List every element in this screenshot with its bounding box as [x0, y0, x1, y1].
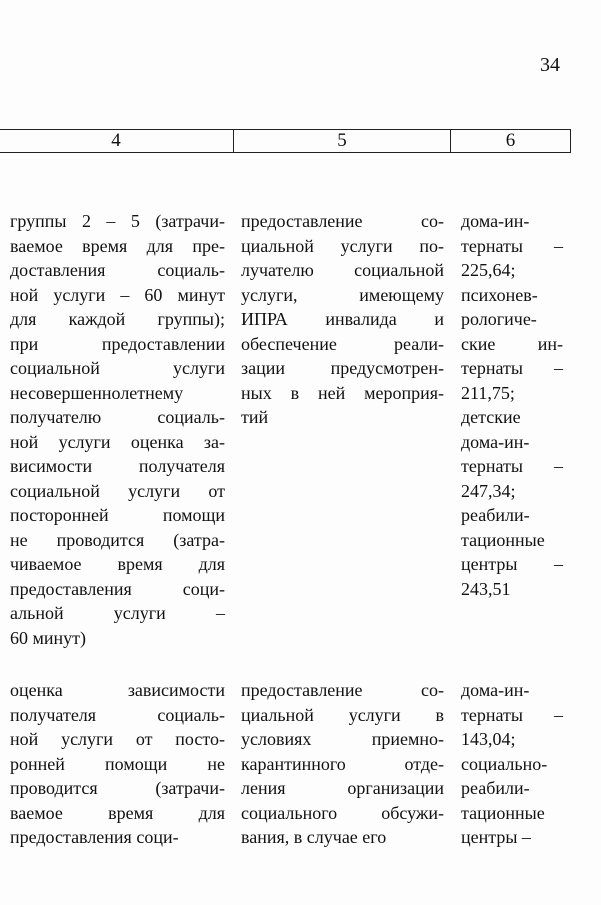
- text-line: альной услуги –: [10, 603, 225, 623]
- text-line: ИПРА инвалида и: [241, 309, 444, 329]
- row2-col6-text: [461, 678, 563, 850]
- text-line: тернаты –: [461, 704, 563, 725]
- text-line: получателя социаль-: [10, 704, 225, 725]
- text-line: ления организации: [241, 778, 444, 798]
- table-header-row: [0, 129, 571, 153]
- text-line: тернаты –: [461, 456, 563, 476]
- text-line: группы 2 – 5 (затрачи-: [10, 211, 225, 231]
- text-line: 247,34;: [461, 480, 516, 501]
- text-line: 211,75;: [461, 382, 515, 403]
- text-line: обеспечение реали-: [241, 333, 444, 354]
- text-line: дома-ин-: [461, 680, 530, 700]
- text-line: центры –: [461, 827, 531, 847]
- text-line: 243,51: [461, 578, 511, 599]
- header-cell-col5: 5: [234, 130, 451, 152]
- text-line: 143,04;: [461, 729, 516, 749]
- text-line: ваемое время для пре-: [10, 235, 225, 256]
- text-line: социальной услуги: [10, 358, 225, 378]
- text-line: посторонней помощи: [10, 505, 225, 525]
- text-line: 60 минут): [10, 627, 87, 648]
- text-line: предоставления соци-: [10, 827, 179, 847]
- text-line: зации предусмотрен-: [241, 358, 444, 378]
- header-cell-col6: 6: [505, 130, 516, 151]
- text-line: ной услуги оценка за-: [10, 431, 225, 452]
- text-line: ские ин-: [461, 333, 563, 354]
- text-line: тий: [241, 407, 269, 427]
- text-line: ных в ней мероприя-: [241, 382, 444, 403]
- text-line: вания, в случае его: [241, 827, 387, 847]
- text-line: реабили-: [461, 505, 530, 525]
- text-line: детские: [461, 407, 521, 427]
- text-line: предоставления соци-: [10, 578, 225, 599]
- text-line: ронней помощи не: [10, 753, 225, 774]
- text-line: дома-ин-: [461, 431, 530, 452]
- text-line: рологиче-: [461, 309, 537, 329]
- text-line: не проводится (затра-: [10, 529, 225, 550]
- text-line: оценка зависимости: [10, 680, 225, 700]
- row1-col5-text: [241, 209, 444, 430]
- text-line: реабили-: [461, 778, 530, 798]
- text-line: предоставление со-: [241, 211, 444, 231]
- row2-col5-text: [241, 678, 444, 850]
- text-line: 225,64;: [461, 260, 516, 280]
- text-line: социальной услуги от: [10, 480, 225, 501]
- text-line: получателю социаль-: [10, 407, 225, 427]
- text-line: циальной услуги в: [241, 704, 444, 725]
- text-line: социально-: [461, 753, 548, 774]
- text-line: ваемое время для: [10, 802, 225, 823]
- text-line: лучателю социальной: [241, 260, 444, 280]
- text-line: услуги, имеющему: [241, 284, 444, 305]
- text-line: дома-ин-: [461, 211, 530, 231]
- text-line: условиях приемно-: [241, 729, 444, 749]
- text-line: тернаты –: [461, 235, 563, 256]
- text-line: доставления социаль-: [10, 260, 225, 280]
- text-line: ной услуги от посто-: [10, 729, 225, 749]
- text-line: циальной услуги по-: [241, 235, 444, 256]
- text-line: карантинного отде-: [241, 753, 444, 774]
- text-line: проводится (затрачи-: [10, 778, 225, 798]
- text-line: психонев-: [461, 284, 538, 305]
- text-line: ной услуги – 60 минут: [10, 284, 225, 305]
- text-line: несовершеннолетнему: [10, 382, 184, 403]
- text-line: центры –: [461, 554, 563, 574]
- header-cell-col4: 4: [0, 130, 234, 152]
- text-line: тационные: [461, 802, 545, 823]
- page-number: 34: [540, 54, 560, 76]
- row1-col6-text: [461, 209, 563, 601]
- row1-col4-text: [10, 209, 225, 650]
- text-line: чиваемое время для: [10, 554, 225, 574]
- row2-col4-text: [10, 678, 225, 850]
- text-line: тационные: [461, 529, 545, 550]
- text-line: для каждой группы);: [10, 309, 225, 329]
- text-line: тернаты –: [461, 358, 563, 378]
- text-line: предоставление со-: [241, 680, 444, 700]
- text-line: при предоставлении: [10, 333, 225, 354]
- text-line: социального обсужи-: [241, 802, 444, 823]
- text-line: висимости получателя: [10, 456, 225, 476]
